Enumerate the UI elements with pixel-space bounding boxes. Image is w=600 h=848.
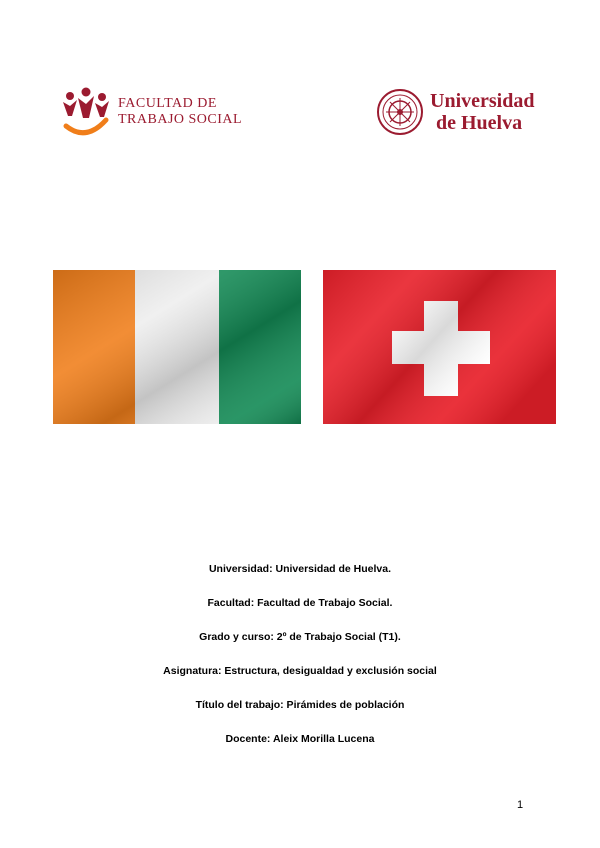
info-titulo: Título del trabajo: Pirámides de población bbox=[195, 699, 405, 711]
info-grado: Grado y curso: 2º de Trabajo Social (T1). bbox=[199, 631, 401, 643]
info-universidad: Universidad: Universidad de Huelva. bbox=[208, 563, 392, 575]
university-name: Universidad de Huelva bbox=[430, 90, 535, 134]
info-asignatura: Asignatura: Estructura, desigualdad y exclusión social bbox=[163, 665, 437, 677]
info-facultad: Facultad: Facultad de Trabajo Social. bbox=[207, 597, 393, 609]
info-docente: Docente: Aleix Morilla Lucena bbox=[225, 733, 375, 745]
page-number: 1 bbox=[517, 799, 524, 811]
ivory-coast-flag bbox=[53, 270, 301, 424]
switzerland-flag-graphic bbox=[323, 270, 556, 424]
faculty-name: FACULTAD DE TRABAJO SOCIAL bbox=[118, 96, 243, 127]
faculty-logo bbox=[60, 86, 243, 136]
university-seal-icon bbox=[376, 88, 424, 136]
university-logo bbox=[376, 88, 546, 136]
ivory-coast-flag-graphic bbox=[53, 270, 301, 424]
people-figures-icon bbox=[60, 86, 112, 136]
switzerland-flag bbox=[323, 270, 556, 424]
